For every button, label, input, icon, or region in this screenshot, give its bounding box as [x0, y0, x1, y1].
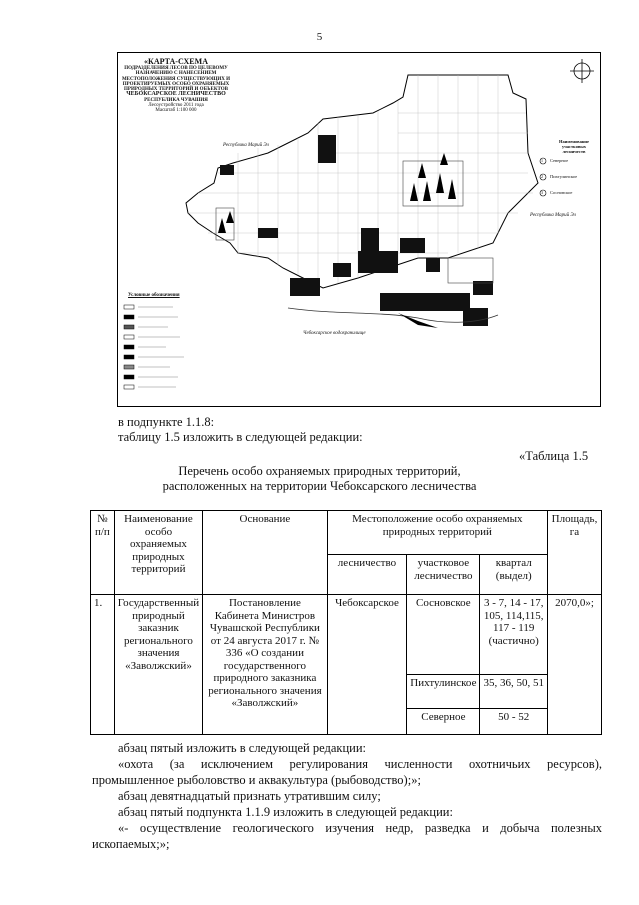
paragraph: таблицу 1.5 изложить в следующей редакции:	[118, 430, 363, 444]
cell-quarter: 50 - 52	[480, 709, 548, 735]
header-area: Площадь, га	[548, 511, 602, 595]
paragraph: «- осуществление геологического изучения недр, разведка и добыча полезных	[118, 821, 602, 835]
paragraph: «охота (за исключением регулирования численности охотничьих ресурсов),	[118, 757, 602, 771]
cell-area: 2070,0»;	[548, 595, 602, 735]
label-reservoir: Чебоксарское водохранилище	[303, 331, 366, 336]
right-legend-title: Наименование участковых лесничеств	[559, 139, 589, 154]
cell-district: Пихтулинское	[407, 675, 480, 709]
table-reference: «Таблица 1.5	[519, 449, 589, 463]
paragraph: абзац пятый подпункта 1.1.9 изложить в следующей редакции:	[118, 805, 453, 819]
label-mari-top: Республика Марий Эл	[223, 143, 269, 148]
cell-district: Северное	[407, 709, 480, 735]
header-basis: Основание	[203, 511, 327, 595]
header-num: № п/п	[91, 511, 115, 595]
legend-item-label: Северное	[550, 158, 569, 163]
header-forestry: лесничество	[327, 555, 407, 595]
map-title: «КАРТА-СХЕМА ПОДРАЗДЕЛЕНИЯ ЛЕСОВ ПО ЦЕЛЕВОМУ НАЗНАЧЕНИЮ С НАНЕСЕНИЕМ МЕСТОПОЛОЖЕНИЯ СУЩЕСТВУЮЩИХ И ПРОЕКТИРУЕМЫХ ОСОБО ОХРАНЯЕМЫХ ПРИРОДНЫХ ТЕРРИТОРИЙ И ОБЪЕКТОВ ЧЕБОКСАРСКОЕ ЛЕСНИЧЕСТВО РЕСПУБЛИКА ЧУВАШИЯ Лесоустройство 2011 года Масштаб 1:100 000	[121, 57, 231, 114]
paragraph: в подпункте 1.1.8:	[118, 415, 215, 429]
paragraph: промышленное рыболовство и аквакультура (рыбоводство);»;	[92, 773, 421, 787]
legend-item-num: 1	[541, 158, 543, 163]
legend-text-lines	[138, 307, 184, 387]
paragraph: ископаемых;»;	[92, 837, 170, 851]
cell-name: Государственный природный заказник регионального значения «Заволжский»	[114, 595, 202, 735]
table-caption: Перечень особо охраняемых природных территорий,	[178, 464, 461, 478]
cell-quarter: 3 - 7, 14 - 17, 105, 114,115, 117 - 119 (частично)	[480, 595, 548, 675]
cell-district: Сосновское	[407, 595, 480, 675]
legend-item-num: 2	[541, 174, 543, 179]
label-mari-right: Республика Марий Эл	[530, 213, 576, 218]
cell-forestry: Чебоксарское	[327, 595, 407, 735]
legend-title: Условные обозначения	[128, 293, 180, 298]
cell-basis: Постановление Кабинета Министров Чувашской Республики от 24 августа 2017 г. № 336 «О создании государственного природного заказника регионального значения «Заволжский»	[203, 595, 327, 735]
legend-swatches	[124, 305, 134, 389]
paragraph: абзац пятый изложить в следующей редакции:	[118, 741, 367, 755]
header-location: Местоположение особо охраняемых природных территорий	[327, 511, 547, 555]
paragraph: абзац девятнадцатый признать утратившим силу;	[118, 789, 381, 803]
header-district: участковое лесничество	[407, 555, 480, 595]
protected-areas-table	[90, 510, 602, 735]
legend-item-label: Сосновское	[550, 190, 573, 195]
page-number: 5	[316, 31, 323, 43]
header-quarter: квартал (выдел)	[480, 555, 548, 595]
legend-item-label: Пихтулинское	[550, 174, 578, 179]
forest-map	[117, 52, 601, 407]
header-name: Наименование особо охраняемых природных территорий	[114, 511, 202, 595]
cell-quarter: 35, 36, 50, 51	[480, 675, 548, 709]
legend-item-num: 3	[541, 190, 543, 195]
table-caption: расположенных на территории Чебоксарского лесничества	[162, 479, 477, 493]
cell-num: 1.	[91, 595, 115, 735]
compass-icon	[570, 59, 594, 83]
